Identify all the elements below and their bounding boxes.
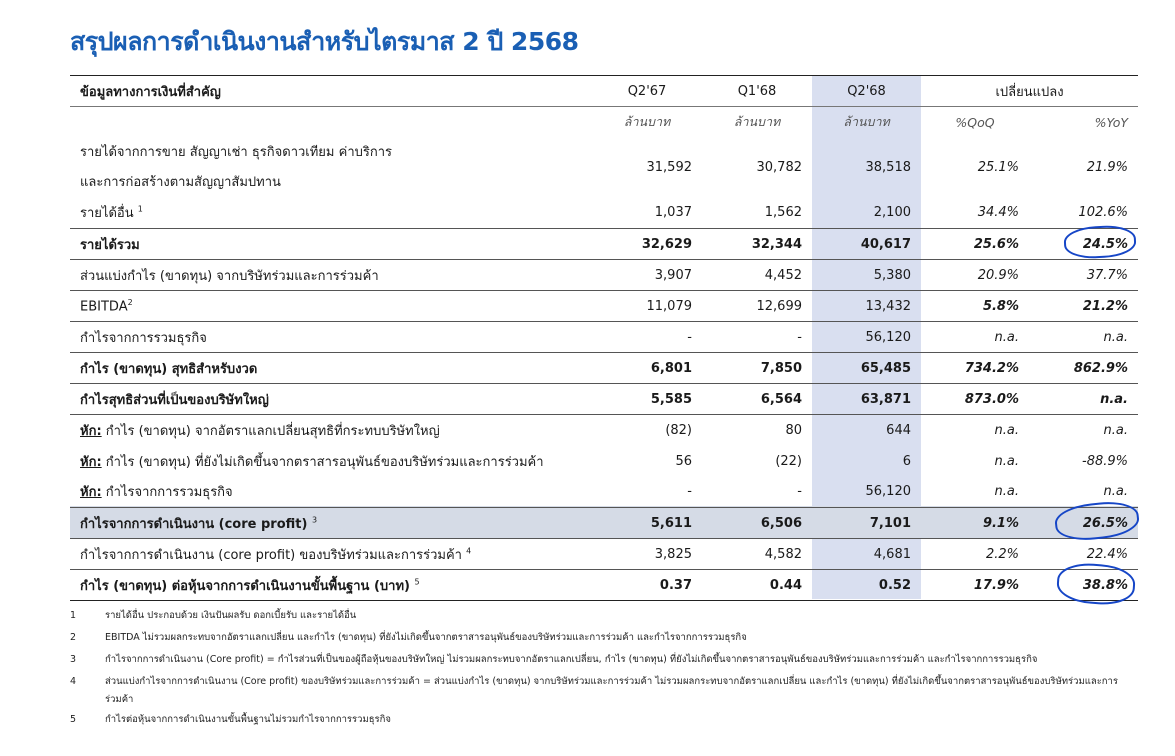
cell-q168: 0.44 xyxy=(702,570,812,601)
footnote-text: กำไรต่อหุ้นจากการดำเนินงานขั้นพื้นฐานไม่รวมกำไรจากการรวมธุรกิจ xyxy=(105,714,391,725)
cell-yoy: 22.4% xyxy=(1029,539,1138,570)
table-row-core-profit xyxy=(70,508,1138,539)
cell-q268: 2,100 xyxy=(873,205,911,221)
page-title: สรุปผลการดำเนินงานสำหรับไตรมาส 2 ปี 2568 xyxy=(70,27,579,56)
table-row-net-profit xyxy=(70,353,1138,384)
row-label-text: EBITDA xyxy=(80,299,128,315)
footnote-item xyxy=(70,671,1130,709)
cell-q168: - xyxy=(702,322,812,353)
cell-yoy: 24.5% xyxy=(1029,229,1138,260)
cell-qoq: 20.9% xyxy=(921,260,1029,291)
row-label xyxy=(70,415,592,446)
cell-yoy: 26.5% xyxy=(1029,508,1138,539)
cell-q267: 11,079 xyxy=(592,291,702,322)
cell-q267: 0.37 xyxy=(592,570,702,601)
row-label xyxy=(70,198,592,229)
cell-q267: 3,825 xyxy=(592,539,702,570)
cell-q168: (22) xyxy=(775,453,802,469)
row-label: กำไรจากการรวมธุรกิจ xyxy=(70,322,592,353)
cell-q268: 63,871 xyxy=(812,384,921,415)
table-row-ebitda xyxy=(70,291,1138,322)
table-row xyxy=(70,477,1138,508)
cell-q268: 40,617 xyxy=(812,229,921,260)
unit-q268: ล้านบาท xyxy=(843,114,890,130)
footnote-item xyxy=(70,649,1130,671)
footnote-number: 4 xyxy=(70,676,77,687)
deduct-prefix: หัก: xyxy=(80,423,102,439)
row-label xyxy=(70,477,592,508)
cell-q268: 5,380 xyxy=(812,260,921,291)
table-header-row xyxy=(70,76,1138,107)
cell-q267: 56 xyxy=(675,453,692,469)
cell-q168: 4,582 xyxy=(702,539,812,570)
cell-q268: 65,485 xyxy=(812,353,921,384)
cell-q268: 56,120 xyxy=(865,484,911,500)
row-label xyxy=(70,570,592,601)
cell-qoq: 734.2% xyxy=(921,353,1029,384)
row-label-text: กำไร (ขาดทุน) จากอัตราแลกเปลี่ยนสุทธิที่กระทบบริษัทใหญ่ xyxy=(101,423,440,439)
cell-q168: 80 xyxy=(702,415,812,446)
cell-yoy: n.a. xyxy=(1103,484,1128,500)
footnotes xyxy=(70,605,1130,731)
footnote-ref: 5 xyxy=(414,577,420,587)
header-label: ข้อมูลทางการเงินที่สำคัญ xyxy=(70,76,592,107)
row-label xyxy=(70,291,592,322)
cell-q268: 6 xyxy=(902,453,911,469)
row-label-text: รายได้อื่น xyxy=(80,206,134,222)
cell-q168: 30,782 xyxy=(756,160,802,175)
cell-qoq: 25.1% xyxy=(977,160,1019,175)
cell-q268: 4,681 xyxy=(812,539,921,570)
footnote-number: 3 xyxy=(70,654,77,665)
deduct-prefix: หัก: xyxy=(80,454,102,470)
cell-yoy: n.a. xyxy=(1029,322,1138,353)
cell-yoy: n.a. xyxy=(1029,384,1138,415)
table-row xyxy=(70,322,1138,353)
row-label: กำไรสุทธิส่วนที่เป็นของบริษัทใหญ่ xyxy=(70,384,592,415)
cell-q267: 6,801 xyxy=(592,353,702,384)
units-row xyxy=(70,107,1138,138)
cell-q267: 31,592 xyxy=(646,160,692,175)
cell-q267: 32,629 xyxy=(592,229,702,260)
row-label xyxy=(70,446,592,477)
financial-summary-table xyxy=(70,75,1138,601)
table-row xyxy=(70,260,1138,291)
cell-yoy: 38.8% xyxy=(1029,570,1138,601)
cell-q268: 7,101 xyxy=(812,508,921,539)
row-label xyxy=(70,138,592,198)
cell-q168: 12,699 xyxy=(702,291,812,322)
table-row xyxy=(70,539,1138,570)
table-row-total-revenue xyxy=(70,229,1138,260)
footnote-text: กำไรจากการดำเนินงาน (Core profit) = กำไรส่วนที่เป็นของผู้ถือหุ้นของบริษัทใหญ่ ไม่รวมผลกระทบจากอัตราแลกเปลี่ยน, กำไร (ขาดทุน) ที่ยังไม่เกิดขึ้นจากตราสารอนุพันธ์ของบริษัทร่วมและการร่วมค้า และกำไรจากการรวมธุรกิจ xyxy=(105,654,1038,665)
cell-qoq: 34.4% xyxy=(977,205,1019,221)
row-label: ส่วนแบ่งกำไร (ขาดทุน) จากบริษัทร่วมและการร่วมค้า xyxy=(70,260,592,291)
cell-q168: 6,506 xyxy=(702,508,812,539)
deduct-prefix: หัก: xyxy=(80,485,102,501)
cell-q168: - xyxy=(797,484,802,500)
footnote-item xyxy=(70,627,1130,649)
unit-q168: ล้านบาท xyxy=(733,114,781,130)
cell-q268: 644 xyxy=(812,415,921,446)
footnote-ref: 4 xyxy=(466,546,472,556)
cell-q268: 13,432 xyxy=(812,291,921,322)
cell-yoy: 862.9% xyxy=(1029,353,1138,384)
cell-q267: - xyxy=(687,484,692,500)
row-label-text: กำไรจากการรวมธุรกิจ xyxy=(101,485,233,501)
cell-yoy: 21.2% xyxy=(1029,291,1138,322)
footnote-item xyxy=(70,605,1130,627)
footnote-ref: 3 xyxy=(311,515,318,525)
cell-qoq: 25.6% xyxy=(921,229,1029,260)
cell-q168: 7,850 xyxy=(702,353,812,384)
cell-q168: 4,452 xyxy=(702,260,812,291)
cell-qoq: n.a. xyxy=(921,415,1029,446)
cell-qoq: 17.9% xyxy=(921,570,1029,601)
cell-q268: 56,120 xyxy=(812,322,921,353)
cell-qoq: 2.2% xyxy=(921,539,1029,570)
cell-q268: 38,518 xyxy=(865,160,911,175)
unit-q267: ล้านบาท xyxy=(623,114,671,130)
cell-q168: 1,562 xyxy=(764,205,802,221)
cell-qoq: 9.1% xyxy=(921,508,1029,539)
cell-q268: 0.52 xyxy=(812,570,921,601)
footnote-ref: 2 xyxy=(127,297,133,307)
cell-yoy: n.a. xyxy=(1029,415,1138,446)
row-label-text: กำไร (ขาดทุน) ต่อหุ้นจากการดำเนินงานขั้นพื้นฐาน (บาท) xyxy=(80,578,410,594)
footnote-number: 2 xyxy=(70,632,77,643)
footnote-text: รายได้อื่น ประกอบด้วย เงินปันผลรับ ดอกเบี้ยรับ และรายได้อื่น xyxy=(105,610,357,621)
cell-yoy: -88.9% xyxy=(1082,453,1128,469)
cell-q267: 5,611 xyxy=(592,508,702,539)
header-q267: Q2'67 xyxy=(592,76,702,107)
header-change: เปลี่ยนแปลง xyxy=(921,76,1138,107)
row-label-text: กำไรจากการดำเนินงาน (core profit) xyxy=(80,516,308,532)
row-label: กำไร (ขาดทุน) สุทธิสำหรับงวด xyxy=(70,353,592,384)
cell-qoq: n.a. xyxy=(994,484,1019,500)
row-label-text: กำไร (ขาดทุน) ที่ยังไม่เกิดขึ้นจากตราสารอนุพันธ์ของบริษัทร่วมและการร่วมค้า xyxy=(101,454,544,470)
cell-qoq: n.a. xyxy=(921,322,1029,353)
row-label xyxy=(70,539,592,570)
cell-q267: 1,037 xyxy=(654,205,692,221)
table-row xyxy=(70,138,1138,198)
row-label xyxy=(70,508,592,539)
unit-yoy: %YoY xyxy=(1094,114,1128,130)
footnote-text: EBITDA ไม่รวมผลกระทบจากอัตราแลกเปลี่ยน และกำไร (ขาดทุน) ที่ยังไม่เกิดขึ้นจากตราสารอนุพันธ์ของบริษัทร่วมและการร่วมค้า และกำไรจากการรวมธุรกิจ xyxy=(105,632,747,643)
header-q268: Q2'68 xyxy=(812,76,921,107)
cell-yoy: 37.7% xyxy=(1029,260,1138,291)
cell-q267: 5,585 xyxy=(592,384,702,415)
cell-q267: 3,907 xyxy=(592,260,702,291)
footnote-ref: 1 xyxy=(137,204,143,214)
table-row xyxy=(70,415,1138,446)
row-label-line1: รายได้จากการขาย สัญญาเช่า ธุรกิจดาวเทียม ค่าบริการ xyxy=(80,144,393,160)
cell-q168: 32,344 xyxy=(702,229,812,260)
row-label: รายได้รวม xyxy=(70,229,592,260)
cell-qoq: n.a. xyxy=(994,453,1019,469)
table-row xyxy=(70,446,1138,477)
table-row-eps xyxy=(70,570,1138,601)
footnote-text: ส่วนแบ่งกำไรจากการดำเนินงาน (Core profit) ของบริษัทร่วมและการร่วมค้า = ส่วนแบ่งกำไร (ขาดทุน) จากบริษัทร่วมและการร่วมค้า ไม่รวมผลกระทบจากอัตราแลกเปลี่ยน และกำไร (ขาดทุน) ที่ยังไม่เกิดขึ้นจากตราสารอนุพันธ์ของบริษัทร่วมและการร่วมค้า xyxy=(105,676,1118,705)
cell-yoy: 21.9% xyxy=(1086,160,1128,175)
cell-q267: - xyxy=(592,322,702,353)
header-q168: Q1'68 xyxy=(702,76,812,107)
cell-qoq: 5.8% xyxy=(921,291,1029,322)
table-row xyxy=(70,198,1138,229)
footnote-item xyxy=(70,709,1130,731)
table-row-parent-profit xyxy=(70,384,1138,415)
cell-q267: (82) xyxy=(592,415,702,446)
row-label-text: กำไรจากการดำเนินงาน (core profit) ของบริษัทร่วมและการร่วมค้า xyxy=(80,547,462,563)
unit-qoq: %QoQ xyxy=(955,114,995,130)
row-label-line2: และการก่อสร้างตามสัญญาสัมปทาน xyxy=(80,174,281,190)
footnote-number: 5 xyxy=(70,714,77,725)
cell-q168: 6,564 xyxy=(702,384,812,415)
cell-yoy: 102.6% xyxy=(1078,205,1128,221)
footnote-number: 1 xyxy=(70,610,77,621)
cell-qoq: 873.0% xyxy=(921,384,1029,415)
